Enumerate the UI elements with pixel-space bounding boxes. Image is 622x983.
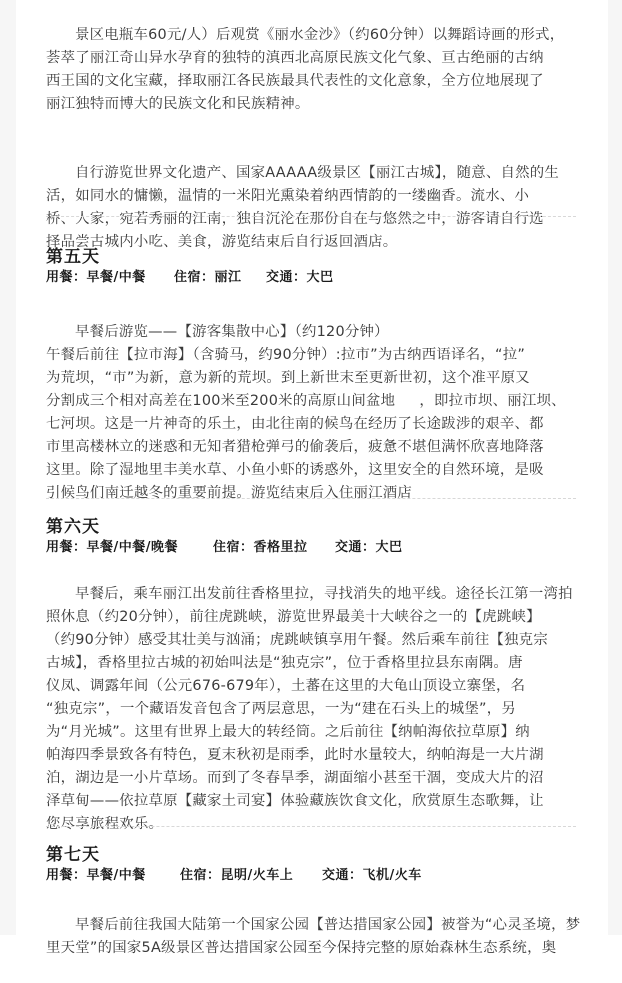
- section-divider: [46, 216, 576, 217]
- day5-stay: 住宿：丽江: [174, 270, 242, 285]
- day6-meta: [46, 539, 591, 557]
- day6-stay: 住宿：香格里拉: [213, 540, 308, 555]
- section-divider: [46, 826, 576, 827]
- section-divider: [46, 498, 576, 499]
- day5-meta: [46, 269, 591, 287]
- day7-stay: 住宿：昆明/火车上: [180, 868, 294, 883]
- day7-meals: 用餐：早餐/中餐: [46, 868, 146, 883]
- day6-section: [46, 516, 591, 859]
- page-margin-right: [608, 0, 622, 935]
- day6-meals: 用餐：早餐/中餐/晚餐: [46, 540, 178, 555]
- day5-meals: 用餐：早餐/中餐: [46, 270, 146, 285]
- intro-paragraph-1: 景区电瓶车60元/人）后观赏《丽水金沙》（约60分钟）以舞蹈诗画的形式， 荟萃了丽江奇山异水孕育的独特的滇西北高原民族文化气象、亘古绝丽的古纳 西王国的文化宝藏，择取丽江各民族最具代表性的文化意象，全方位地展现了 丽江独特而博大的民族文化和民族精神。: [46, 27, 565, 112]
- day7-description: 早餐后前往我国大陆第一个国家公园【普达措国家公园】被誉为“心灵圣境，梦 里天堂”的国家5A级景区普达措国家公园至今保持完整的原始森林生态系统，奥: [46, 917, 581, 956]
- day5-title: 第五天: [46, 247, 100, 267]
- intro-paragraph-2: 自行游览世界文化遗产、国家AAAAA级景区【丽江古城】，随意、自然的生 活，如同水的慵懒，温情的一米阳光熏染着纳西情韵的一缕幽香。流水、小 桥、人家，宛若秀丽的江南，独自沉沦在那份自在与悠然之中，游客请自行选 择品尝古城内小吃、美食，游览结束后自行返回酒店。: [46, 165, 560, 250]
- intro-section: [46, 1, 591, 277]
- page-margin-left: [0, 0, 16, 935]
- day6-title: 第六天: [46, 517, 100, 537]
- day6-description: 早餐后，乘车丽江出发前往香格里拉，寻找消失的地平线。途径长江第一湾拍 照休息（约20分钟），前往虎跳峡，游览世界最美十大峡谷之一的【虎跳峡】 （约90分钟）感受其壮美与汹涌；虎跳峡镇享用午餐。然后乘车前往【独克宗 古城】，香格里拉古城的初始叫法是“独克宗”，位于香格里拉县东南隅。唐 仪凤、调露年间（公元676-679年），土蕃在这里的大龟山顶设立寨堡，名 “独克宗”，一个藏语发音包含了两层意思，一为“建在石头上的城堡”，另 为“月光城”。这里有世界上最大的转经筒。之后前往【纳帕海依拉草原】纳 帕海四季景致各有特色，夏末秋初是雨季，此时水量较大，纳帕海是一大片湖 泊，湖边是一小片草场。而到了冬春旱季，湖面缩小甚至干涸，变成大片的沼 泽草甸——依拉草原【藏家土司宴】体验藏族饮食文化，欣赏原生态歌舞，让 您尽享旅程欢乐。: [46, 586, 573, 832]
- day7-meta: [46, 867, 591, 885]
- day5-section: [46, 246, 591, 528]
- day7-transport: 交通：飞机/火车: [322, 868, 422, 883]
- day5-description: 早餐后游览——【游客集散中心】（约120分钟） 午餐后前往【拉市海】（含骑马，约90分钟）:拉市”为古纳西语译名，“拉” 为荒坝，“市”为新，意为新的荒坝。到上新世末至更新世初，这个准平原又 分割成三个相对高差在100米至200米的高原山间盆地 ，即拉市坝、丽江坝、 七河坝。这是一片神奇的乐土，由北往南的候鸟在经历了长途跋涉的艰辛、都 市里高楼林立的迷惑和无知者猎枪弹弓的偷袭后，疲惫不堪但满怀欣喜地降落 这里。除了湿地里丰美水草、小鱼小虾的诱惑外，这里安全的自然环境，是吸 引候鸟们南迁越冬的重要前提。游览结束后入住丽江酒店: [46, 324, 566, 501]
- day7-section: [46, 844, 591, 983]
- day7-title: 第七天: [46, 845, 100, 865]
- day6-transport: 交通：大巴: [335, 540, 403, 555]
- day5-transport: 交通：大巴: [266, 270, 334, 285]
